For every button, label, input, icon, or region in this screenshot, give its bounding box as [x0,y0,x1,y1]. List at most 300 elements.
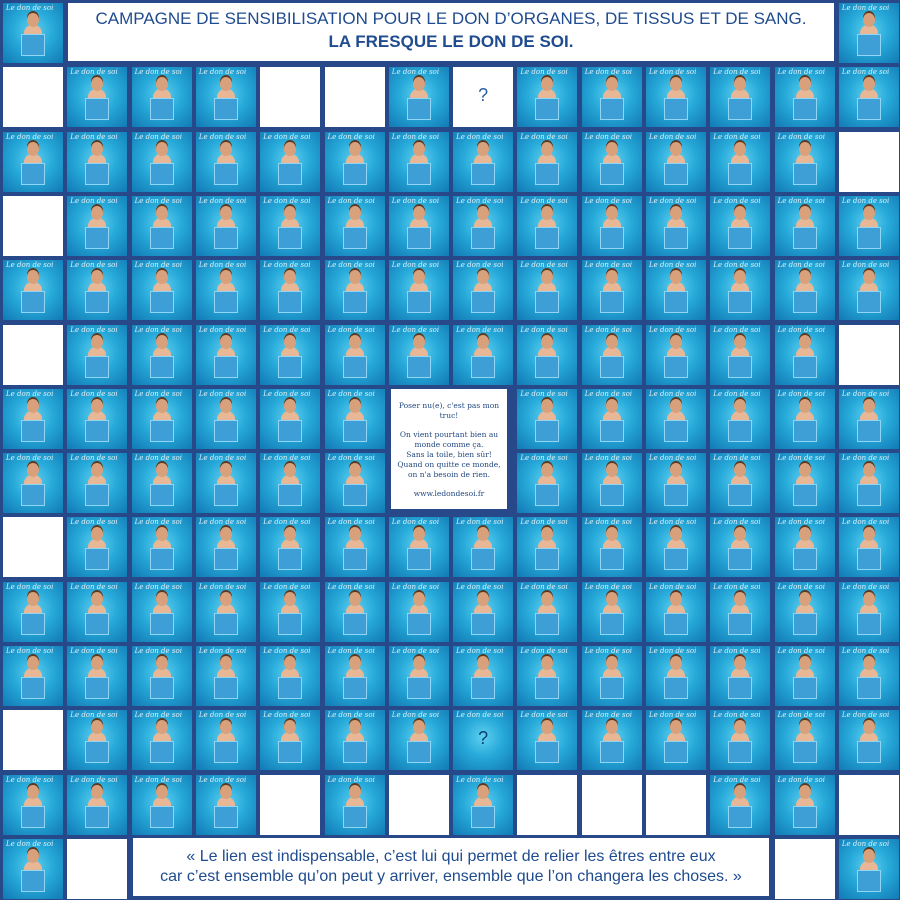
person-head [349,399,361,413]
canvas-panel [600,420,624,442]
canvas-panel [343,420,367,442]
canvas-panel [471,163,495,185]
person-head [91,335,103,349]
canvas-panel [600,291,624,313]
person-head [27,463,39,477]
watermark-logo: Le don de soi [327,261,375,270]
watermark-logo: Le don de soi [70,647,118,655]
canvas-panel [407,741,431,763]
portrait-photo [67,517,127,577]
blank-cell [517,775,577,835]
canvas-panel [857,227,881,249]
portrait-photo [196,260,256,320]
portrait-photo [775,196,835,256]
person-head [349,142,361,156]
watermark-logo: Le don de soi [713,775,761,784]
portrait-photo [453,260,513,320]
watermark-logo: Le don de soi [777,454,825,463]
portrait-photo [646,325,706,385]
person-head [220,592,232,606]
portrait-photo [196,132,256,192]
person-head [413,720,425,734]
canvas-panel [793,291,817,313]
canvas-panel [728,98,752,120]
canvas-panel [407,98,431,120]
canvas-panel [407,677,431,699]
person-head [156,592,168,606]
quote-footer [133,838,769,896]
portrait-photo [196,325,256,385]
canvas-panel [471,613,495,635]
watermark-logo: Le don de soi [649,389,697,398]
person-head [799,335,811,349]
canvas-panel [793,677,817,699]
portrait-photo [646,517,706,577]
person-head [284,335,296,349]
person-head [863,463,875,477]
portrait-photo [260,132,320,192]
canvas-panel [471,548,495,570]
canvas-panel [214,98,238,120]
watermark-logo: Le don de soi [713,582,761,591]
canvas-panel [857,34,881,56]
watermark-logo: Le don de soi [520,261,568,270]
question-mark: ? [478,728,489,749]
watermark-logo: Le don de soi [6,389,54,398]
portrait-photo [3,646,63,706]
watermark-logo: Le don de soi [70,518,118,527]
person-head [863,399,875,413]
person-head [799,206,811,220]
portrait-photo [132,453,192,513]
canvas-panel [407,291,431,313]
portrait-photo [839,839,899,899]
person-head [27,592,39,606]
person-head [670,335,682,349]
person-head [220,270,232,284]
person-head [734,335,746,349]
canvas-panel [278,420,302,442]
watermark-logo: Le don de soi [327,196,375,205]
portrait-photo [67,775,127,835]
blank-cell [3,517,63,577]
canvas-panel [21,870,45,892]
portrait-photo [389,196,449,256]
canvas-panel [793,227,817,249]
portrait-photo [839,260,899,320]
canvas-panel [85,420,109,442]
person-head [349,656,361,670]
canvas-panel [793,163,817,185]
center-url[interactable]: www.ledondesoi.fr [413,489,485,498]
canvas-panel [85,613,109,635]
canvas-panel [21,484,45,506]
canvas-panel [664,613,688,635]
portrait-photo [260,710,320,770]
watermark-logo: Le don de soi [649,68,697,77]
canvas-panel [793,98,817,120]
watermark-logo: Le don de soi [198,196,247,205]
watermark-logo: Le don de soi [649,261,697,270]
canvas-panel [343,291,367,313]
watermark-logo: Le don de soi [649,454,697,463]
canvas-panel [21,163,45,185]
canvas-panel [343,677,367,699]
canvas-panel [214,227,238,249]
watermark-logo: Le don de soi [649,518,697,527]
center-line-3: Sans la toile, bien sûr! [406,450,492,459]
portrait-photo [453,132,513,192]
watermark-logo: Le don de soi [841,711,890,720]
portrait-photo [325,260,385,320]
canvas-panel [278,548,302,570]
portrait-photo [67,132,127,192]
canvas-panel [343,356,367,378]
portrait-photo [839,3,899,63]
watermark-logo: Le don de soi [327,775,375,784]
canvas-panel [857,741,881,763]
person-head [91,785,103,799]
watermark-logo: Le don de soi [456,518,504,527]
blank-cell [3,67,63,127]
person-head [413,206,425,220]
portrait-photo [325,710,385,770]
watermark-logo: Le don de soi [198,454,247,463]
canvas-panel [278,356,302,378]
watermark-logo: Le don de soi [198,518,247,527]
watermark-logo: Le don de soi [841,196,890,205]
watermark-logo: Le don de soi [391,711,440,720]
person-head [606,335,618,349]
portrait-photo [582,196,642,256]
center-title: Poser nu(e), c'est pas mon truc! [398,401,500,420]
portrait-photo [132,196,192,256]
portrait-photo [260,453,320,513]
person-head [220,335,232,349]
canvas-panel [664,291,688,313]
canvas-panel [535,741,559,763]
watermark-logo: Le don de soi [70,261,118,270]
person-head [91,592,103,606]
portrait-photo [775,260,835,320]
blank-cell [582,775,642,835]
person-head [799,463,811,477]
canvas-panel [857,98,881,120]
person-head [734,142,746,156]
canvas-panel [343,227,367,249]
portrait-photo [582,132,642,192]
watermark-logo: Le don de soi [70,454,118,463]
canvas-panel [600,163,624,185]
person-head [606,720,618,734]
watermark-logo: Le don de soi [584,68,633,77]
watermark-logo: Le don de soi [327,325,375,334]
quote-line-2: car c’est ensemble qu’on peut y arriver, ensemble que l’on changera les choses. » [160,868,742,885]
canvas-panel [21,806,45,828]
portrait-photo [325,389,385,449]
watermark-logo: Le don de soi [6,4,54,12]
canvas-panel [793,548,817,570]
person-head [541,142,553,156]
portrait-photo [325,582,385,642]
canvas-panel [857,484,881,506]
portrait-photo [67,710,127,770]
canvas-panel [85,677,109,699]
person-head [220,785,232,799]
question-mark: ? [478,85,489,106]
portrait-photo [839,67,899,127]
canvas-panel [343,613,367,635]
canvas-panel [728,677,752,699]
portrait-photo [67,389,127,449]
person-head [413,270,425,284]
watermark-logo: Le don de soi [327,132,375,141]
portrait-photo [517,582,577,642]
person-head [156,656,168,670]
person-head [349,720,361,734]
canvas-panel [664,548,688,570]
watermark-logo: Le don de soi [198,775,247,784]
portrait-photo [646,132,706,192]
portrait-photo [775,132,835,192]
portrait-photo [132,67,192,127]
portrait-photo [646,260,706,320]
watermark-logo: Le don de soi [777,711,825,720]
person-head [606,656,618,670]
portrait-photo [775,582,835,642]
portrait-photo [453,710,513,770]
canvas-panel [85,163,109,185]
person-head [541,206,553,220]
canvas-panel [150,227,174,249]
portrait-photo [67,260,127,320]
canvas-panel [214,677,238,699]
portrait-photo [453,775,513,835]
portrait-photo [839,517,899,577]
canvas-panel [150,613,174,635]
watermark-logo: Le don de soi [263,389,311,398]
portrait-photo [775,389,835,449]
portrait-photo [582,325,642,385]
portrait-photo [132,646,192,706]
watermark-logo: Le don de soi [584,196,633,205]
portrait-photo [3,132,63,192]
watermark-logo: Le don de soi [134,711,182,720]
canvas-panel [214,356,238,378]
canvas-panel [793,741,817,763]
portrait-photo [3,582,63,642]
watermark-logo: Le don de soi [263,518,311,527]
watermark-logo: Le don de soi [134,518,182,527]
canvas-panel [857,613,881,635]
person-head [799,270,811,284]
portrait-photo [839,646,899,706]
person-head [349,592,361,606]
portrait-photo [260,325,320,385]
portrait-photo [325,775,385,835]
canvas-panel [407,227,431,249]
center-line-4: Quand on quitte ce monde, [397,460,501,469]
portrait-photo [196,453,256,513]
person-head [670,399,682,413]
canvas-panel [793,484,817,506]
person-head [156,270,168,284]
person-head [863,206,875,220]
canvas-panel [793,613,817,635]
portrait-photo [646,389,706,449]
watermark-logo: Le don de soi [520,711,568,720]
watermark-logo: Le don de soi [6,261,54,270]
portrait-photo [582,260,642,320]
person-head [349,463,361,477]
portrait-photo [710,67,770,127]
person-head [799,592,811,606]
person-head [284,142,296,156]
watermark-logo: Le don de soi [520,325,568,334]
watermark-logo: Le don de soi [6,839,54,848]
portrait-photo [839,453,899,513]
person-head [477,206,489,220]
center-line-1: On vient pourtant bien au [399,430,499,439]
watermark-logo: Le don de soi [70,389,118,398]
canvas-panel [664,356,688,378]
portrait-photo [260,196,320,256]
watermark-logo: Le don de soi [584,132,633,141]
person-head [284,592,296,606]
watermark-logo: Le don de soi [777,389,825,398]
person-head [541,399,553,413]
watermark-logo: Le don de soi [198,389,247,398]
watermark-logo: Le don de soi [70,582,118,591]
canvas-panel [278,677,302,699]
canvas-panel [600,484,624,506]
quote-line-1: « Le lien est indispensable, c’est lui qui permet de relier les êtres entre eux [186,848,716,865]
canvas-panel [535,356,559,378]
blank-cell [839,132,899,192]
portrait-photo [3,839,63,899]
person-head [284,206,296,220]
watermark-logo: Le don de soi [134,261,182,270]
canvas-panel [471,291,495,313]
canvas-panel [407,613,431,635]
watermark-logo: Le don de soi [263,132,311,141]
canvas-panel [214,548,238,570]
watermark-logo: Le don de soi [134,325,182,334]
watermark-logo: Le don de soi [649,325,697,334]
blank-cell [453,67,513,127]
canvas-panel [150,356,174,378]
person-head [799,785,811,799]
portrait-photo [646,67,706,127]
watermark-logo: Le don de soi [649,132,697,141]
canvas-panel [150,163,174,185]
watermark-logo: Le don de soi [70,196,118,205]
canvas-panel [150,484,174,506]
canvas-panel [85,98,109,120]
canvas-panel [278,291,302,313]
watermark-logo: Le don de soi [134,454,182,463]
person-head [799,399,811,413]
portrait-photo [196,582,256,642]
portrait-photo [196,775,256,835]
canvas-panel [150,291,174,313]
watermark-logo: Le don de soi [584,647,633,655]
person-head [27,13,39,27]
watermark-logo: Le don de soi [520,582,568,591]
watermark-logo: Le don de soi [713,647,761,655]
person-head [413,656,425,670]
person-head [734,206,746,220]
watermark-logo: Le don de soi [198,68,247,77]
watermark-logo: Le don de soi [134,68,182,77]
portrait-photo [710,710,770,770]
canvas-panel [600,677,624,699]
portrait-photo [389,67,449,127]
portrait-photo [839,710,899,770]
portrait-photo [67,196,127,256]
canvas-panel [407,548,431,570]
canvas-panel [600,227,624,249]
portrait-photo [710,132,770,192]
portrait-photo [710,582,770,642]
portrait-photo [196,67,256,127]
canvas-panel [728,163,752,185]
person-head [156,720,168,734]
canvas-panel [278,741,302,763]
portrait-photo [389,260,449,320]
canvas-panel [600,548,624,570]
watermark-logo: Le don de soi [391,518,440,527]
watermark-logo: Le don de soi [456,132,504,141]
portrait-photo [517,517,577,577]
portrait-photo [260,582,320,642]
watermark-logo: Le don de soi [713,132,761,141]
watermark-logo: Le don de soi [841,518,890,527]
person-head [863,592,875,606]
portrait-photo [3,389,63,449]
canvas-panel [85,356,109,378]
watermark-logo: Le don de soi [70,325,118,334]
header-line-2: LA FRESQUE LE DON DE SOI. [328,32,574,51]
portrait-photo [389,517,449,577]
watermark-logo: Le don de soi [263,325,311,334]
portrait-photo [517,646,577,706]
canvas-panel [471,806,495,828]
canvas-panel [857,870,881,892]
canvas-panel [343,484,367,506]
blank-cell [839,775,899,835]
watermark-logo: Le don de soi [584,582,633,591]
canvas-panel [150,806,174,828]
portrait-photo [67,582,127,642]
canvas-panel [85,484,109,506]
canvas-panel [535,613,559,635]
person-head [349,335,361,349]
watermark-logo: Le don de soi [134,389,182,398]
blank-cell [3,710,63,770]
person-head [27,656,39,670]
watermark-logo: Le don de soi [841,647,890,655]
canvas-panel [343,548,367,570]
portrait-photo [67,67,127,127]
canvas-panel [343,806,367,828]
watermark-logo: Le don de soi [520,196,568,205]
watermark-logo: Le don de soi [198,325,247,334]
canvas-panel [535,291,559,313]
watermark-logo: Le don de soi [70,68,118,77]
person-head [220,463,232,477]
person-head [156,335,168,349]
